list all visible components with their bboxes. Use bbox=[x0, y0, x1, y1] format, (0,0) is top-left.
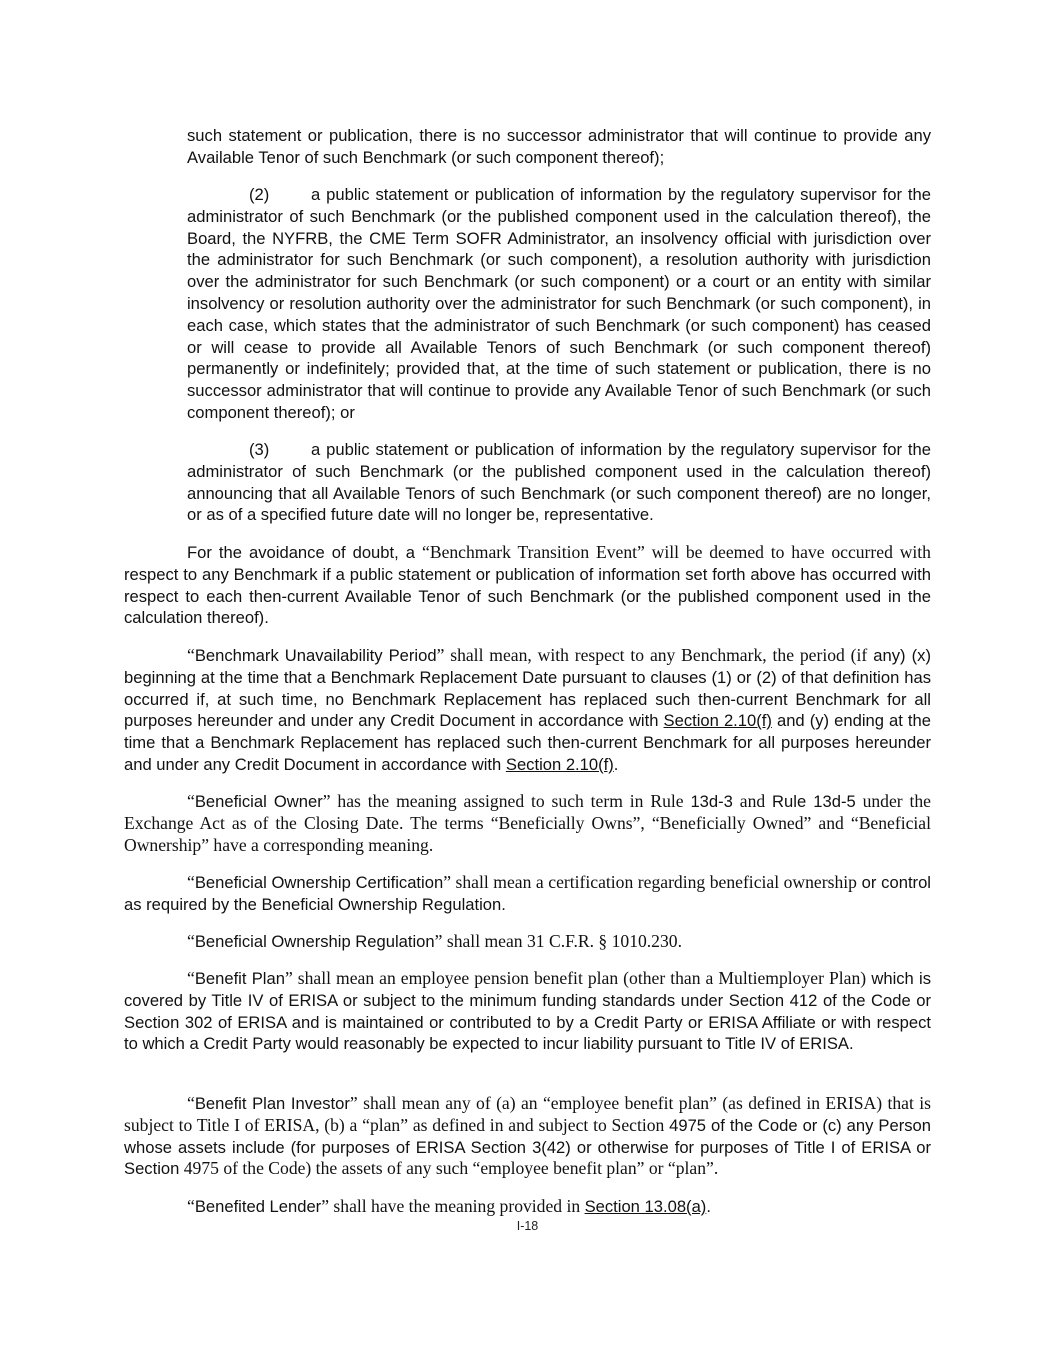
avoidance-rest: respect to any Benchmark if a public statement or publication of information set forth above has occurred with respect to each then-current Available Tenor of such Benchmark (or the published component used in the calculation thereof). bbox=[124, 564, 931, 628]
definition-serif-a: ” shall mean any of (a) an “employee benefit plan” (as defined in ERISA) that is subject to Title I of ERISA, (b) a “plan” as defined in and subject to Section bbox=[124, 1093, 931, 1135]
definition-open-quote: “ bbox=[187, 968, 195, 988]
definition-serif-b: and bbox=[732, 791, 773, 811]
section-reference-2-10-f-second: Section 2.10(f) bbox=[505, 754, 614, 774]
definition-text-a: any) (x) beginning at the time that a Benchmark Replacement Date pursuant to clauses (1) or (2) of that definition has occurred if, at such time, no Benchmark Replacement has replaced such then-current Benchmark for all purposes hereunder and under any Credit Document in accordance with bbox=[124, 646, 931, 731]
definition-beneficial-ownership-certification bbox=[124, 872, 931, 916]
defined-term: Benefit Plan bbox=[194, 969, 285, 988]
avoidance-lead: For the avoidance of doubt, a bbox=[187, 543, 423, 562]
definition-benefited-lender bbox=[124, 1196, 931, 1218]
definition-benefit-plan-investor bbox=[124, 1093, 931, 1180]
defined-term: Benefited Lender bbox=[194, 1197, 322, 1216]
clause-3-paragraph bbox=[187, 439, 931, 526]
definition-serif-b: 4975 of the Code) the assets of any such “employee benefit plan” or “plan”. bbox=[179, 1158, 719, 1179]
definition-open-quote: “ bbox=[187, 1196, 195, 1216]
clause-3-number: (3) bbox=[249, 440, 270, 459]
avoidance-serif-part: “Benchmark Transition Event” will be deemed to have occurred with bbox=[422, 542, 931, 562]
defined-term: Beneficial Ownership Regulation bbox=[194, 932, 435, 951]
continuation-text: such statement or publication, there is no successor administrator that will continue to provide any Available Tenor of such Benchmark (or such component thereof); bbox=[187, 126, 931, 167]
definition-open-quote: “ bbox=[187, 931, 195, 951]
definition-beneficial-owner bbox=[124, 791, 931, 856]
definition-serif-part: ” shall mean a certification regarding beneficial ownership bbox=[443, 872, 857, 892]
definition-open-quote: “ bbox=[187, 872, 195, 892]
page-number: I-18 bbox=[516, 1219, 539, 1233]
definition-end: . bbox=[706, 1197, 711, 1216]
definition-open-quote: “ bbox=[187, 791, 195, 811]
definition-serif-part: ” shall mean 31 C.F.R. § 1010.230. bbox=[434, 931, 682, 951]
defined-term: Beneficial Owner bbox=[194, 792, 323, 811]
rule-13d-5: Rule 13d-5 bbox=[772, 792, 856, 811]
defined-term: Beneficial Ownership Certification bbox=[194, 873, 444, 892]
rule-13d-3: 13d-3 bbox=[690, 792, 733, 811]
definition-open-quote: “ bbox=[187, 1093, 195, 1113]
definition-rest: or control as required by the Beneficial Ownership Regulation. bbox=[124, 873, 931, 914]
definition-text-b: and (y) ending at the time that a Benchmark Replacement has replaced such then-current Benchmark for all purposes hereunder and under any Credit Document in accordance with bbox=[124, 711, 931, 774]
definition-benefit-plan bbox=[124, 968, 931, 1055]
definition-serif-a: ” has the meaning assigned to such term in Rule bbox=[322, 791, 691, 811]
definition-benchmark-unavailability-period bbox=[124, 645, 931, 776]
clause-2-text: a public statement or publication of information by the regulatory supervisor for the administrator of such Benchmark (or the published component used in the calculation thereof), the Board, the NYFRB, the CME Term SOFR Administrator, an insolvency official with jurisdiction over the administrator for such Benchmark (or such component), a resolution authority with jurisdiction over the administrator for such Benchmark (or such component) or a court or an entity with similar insolvency or resolution authority over the administrator for such Benchmark (or such component), in each case, which states that the administrator of such Benchmark (or such component) has ceased or will cease to provide all Available Tenors of such Benchmark (or such component thereof) permanently or indefinitely; provided that, at the time of such statement or publication, there is no successor administrator that will continue to provide any Available Tenor of such Benchmark (or such component thereof); or bbox=[187, 185, 931, 422]
definition-sans-a: 4975 of the Code or (c) any Person whose assets include (for purposes of ERISA Section 3(42) or otherwise for purposes of Title I of ERISA or Section bbox=[124, 1115, 931, 1179]
section-reference-2-10-f: Section 2.10(f) bbox=[663, 711, 772, 731]
definition-open-quote: “ bbox=[187, 645, 195, 665]
clause-2-number: (2) bbox=[249, 185, 270, 204]
section-reference-13-08-a: Section 13.08(a) bbox=[584, 1197, 707, 1216]
definition-serif-part: ” shall mean, with respect to any Benchmark, the period (if bbox=[436, 645, 868, 665]
definition-serif-c: under the Exchange Act as of the Closing Date. The terms “Beneficially Owns”, “Beneficially Owned” and “Beneficial Ownership” have a corresponding meaning. bbox=[124, 791, 931, 855]
avoidance-of-doubt-paragraph bbox=[124, 542, 931, 629]
definition-rest: which is covered by Title IV of ERISA or subject to the minimum funding standards under Section 412 of the Code or Section 302 of ERISA and is maintained or contributed to by a Credit Party or ERISA Affiliate or with respect to which a Credit Party would reasonably be expected to incur liability pursuant to Title IV of ERISA. bbox=[124, 969, 932, 1054]
continuation-paragraph bbox=[187, 125, 931, 169]
defined-term: Benefit Plan Investor bbox=[194, 1094, 350, 1113]
definition-beneficial-ownership-regulation bbox=[124, 931, 931, 953]
clause-3-text: a public statement or publication of information by the regulatory supervisor for the administrator of such Benchmark (or the published component used in the calculation thereof) announcing that all Available Tenors of such Benchmark (or such component thereof) are no longer, or as of a specified future date will no longer be, representative. bbox=[187, 440, 931, 525]
definition-serif-part: ” shall mean an employee pension benefit plan (other than a Multiemployer Plan) bbox=[284, 968, 867, 988]
defined-term: Benchmark Unavailability Period bbox=[194, 646, 437, 665]
definition-end: . bbox=[613, 754, 619, 774]
definition-serif-part: ” shall have the meaning provided in bbox=[321, 1196, 585, 1216]
clause-2-paragraph bbox=[187, 184, 931, 424]
